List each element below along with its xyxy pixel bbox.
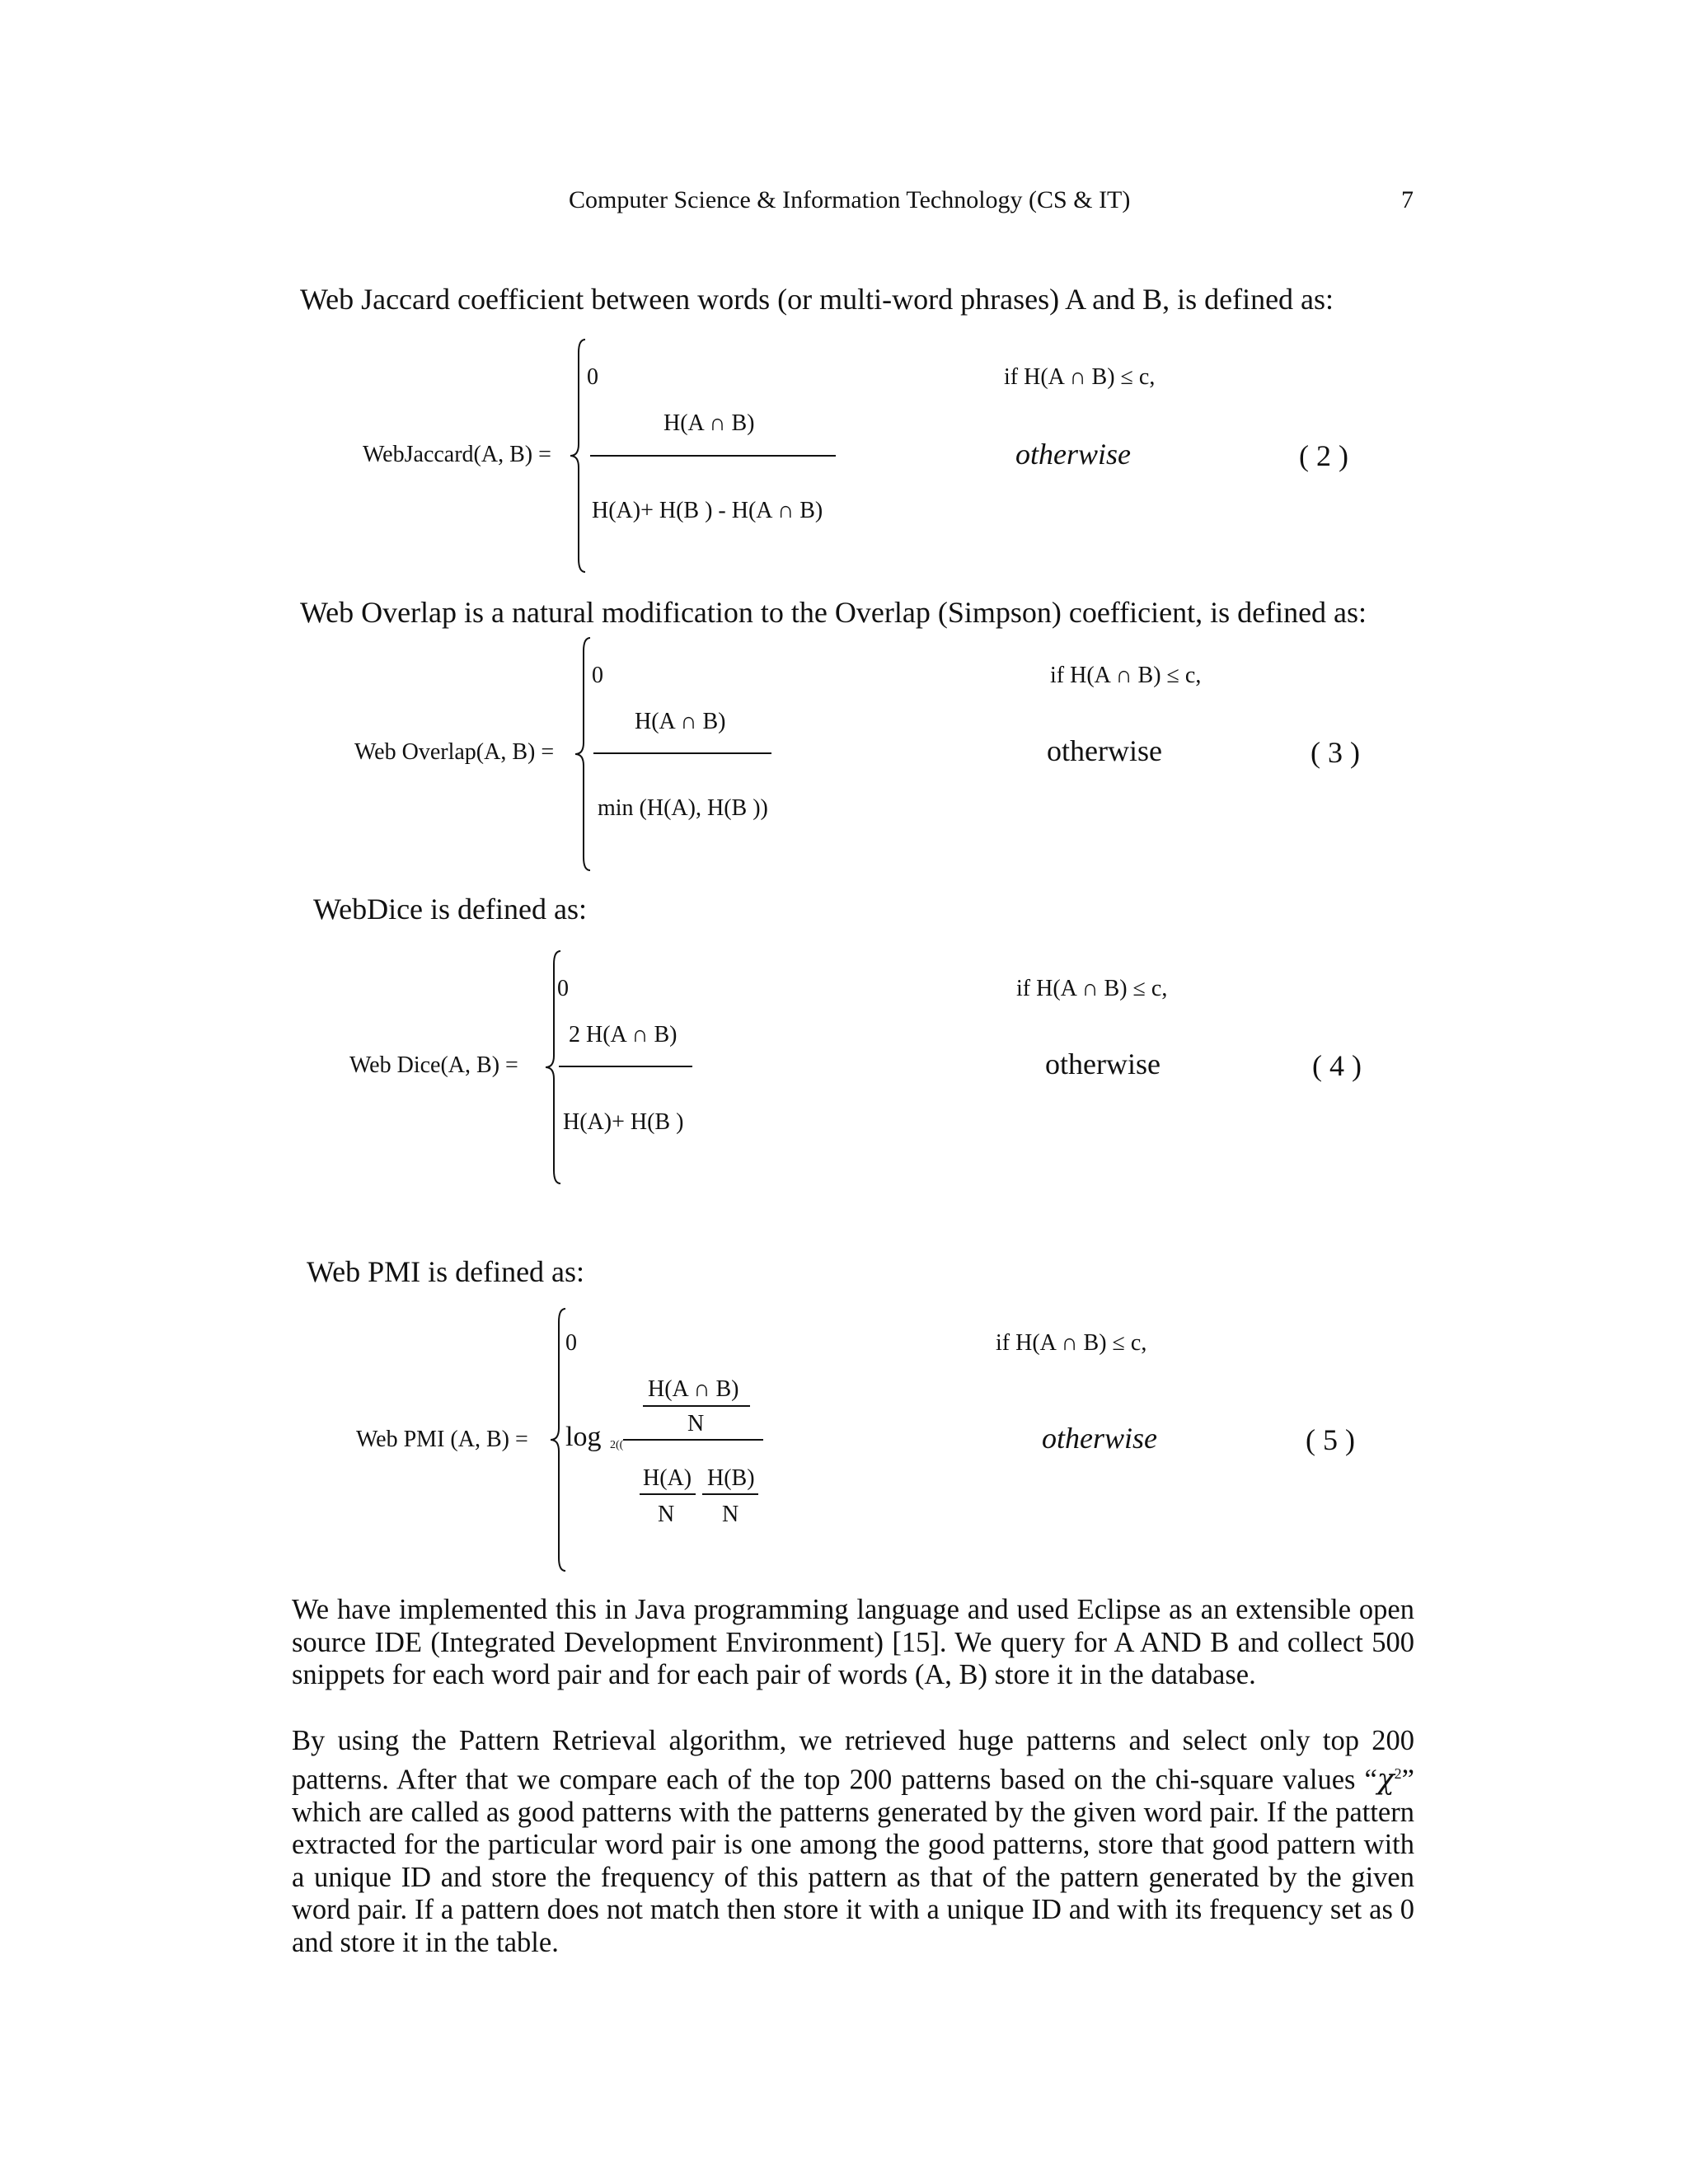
eq5-condition: if H(A ∩ B) ≤ c, bbox=[996, 1330, 1147, 1356]
eq3-number: ( 3 ) bbox=[1311, 736, 1360, 769]
eq2-lhs: WebJaccard(A, B) = bbox=[363, 442, 551, 467]
eq5-denominator-a-bar bbox=[640, 1493, 696, 1495]
chi-square-exponent: 2 bbox=[1394, 1765, 1402, 1782]
eq3-intro: Web Overlap is a natural modification to the Overlap (Simpson) coefficient, is defined as: bbox=[300, 596, 1367, 629]
eq4-case-zero: 0 bbox=[557, 976, 569, 1001]
eq5-intro: Web PMI is defined as: bbox=[307, 1255, 585, 1288]
eq4-fraction-bar bbox=[559, 1066, 692, 1067]
eq3-lhs: Web Overlap(A, B) = bbox=[354, 739, 555, 765]
eq5-log: log bbox=[565, 1422, 602, 1452]
eq5-numerator-bottom: N bbox=[687, 1411, 705, 1436]
eq2-numerator: H(A ∩ B) bbox=[663, 410, 755, 436]
eq3-fraction-bar bbox=[593, 752, 771, 754]
chi-square-symbol: χ bbox=[1376, 1763, 1395, 1796]
eq3-otherwise: otherwise bbox=[1047, 734, 1162, 767]
eq5-denominator-a-top: H(A) bbox=[643, 1465, 692, 1491]
eq5-denominator-a-bottom: N bbox=[658, 1502, 675, 1527]
eq2-fraction-bar bbox=[590, 455, 836, 457]
eq3-condition: if H(A ∩ B) ≤ c, bbox=[1050, 663, 1202, 688]
eq3-numerator: H(A ∩ B) bbox=[635, 709, 726, 734]
eq5-numerator-top: H(A ∩ B) bbox=[648, 1376, 739, 1402]
paragraph-pattern-retrieval-end: ” which are called as good patterns with the patterns generated by the given word pair. If the pattern extracted for the particular word pair is one among the good patterns, store that good pattern with a unique ID and store the frequency of this pattern as that of the pattern generated by the given word pair. If a pattern does not match then store it with a unique ID and with its frequency set as 0 and store it in the table. bbox=[292, 1764, 1414, 1958]
eq4-lhs: Web Dice(A, B) = bbox=[349, 1052, 518, 1078]
running-title: Computer Science & Information Technology (CS & IT) bbox=[569, 186, 1131, 213]
paragraph-implementation bbox=[292, 1594, 1414, 1692]
eq5-log-subscript: 2(( bbox=[610, 1439, 624, 1451]
paragraph-pattern-retrieval-text bbox=[292, 1725, 1414, 1959]
eq4-condition: if H(A ∩ B) ≤ c, bbox=[1016, 976, 1168, 1001]
eq2-denominator: H(A)+ H(B ) - H(A ∩ B) bbox=[592, 498, 823, 523]
eq3-case-zero: 0 bbox=[592, 663, 603, 688]
eq2-otherwise: otherwise bbox=[1015, 438, 1131, 471]
eq4-number: ( 4 ) bbox=[1312, 1049, 1362, 1082]
page-number: 7 bbox=[1401, 186, 1414, 213]
eq5-denominator-b-bar bbox=[702, 1493, 758, 1495]
eq2-case-zero: 0 bbox=[587, 364, 598, 390]
eq5-otherwise: otherwise bbox=[1042, 1422, 1157, 1455]
eq2-number: ( 2 ) bbox=[1299, 439, 1348, 472]
paragraph-pattern-retrieval bbox=[292, 1725, 1414, 1959]
eq2-condition: if H(A ∩ B) ≤ c, bbox=[1004, 364, 1156, 390]
eq5-case-zero: 0 bbox=[565, 1330, 577, 1356]
eq5-denominator-b-bottom: N bbox=[722, 1502, 739, 1527]
eq4-denominator: H(A)+ H(B ) bbox=[563, 1109, 684, 1135]
paragraph-pattern-retrieval-start: By using the Pattern Retrieval algorithm, we retrieved huge patterns and select only top 200 patterns. After that we compare each of the top 200 patterns based on the chi-square values “ bbox=[292, 1725, 1414, 1795]
eq4-numerator: 2 H(A ∩ B) bbox=[569, 1022, 678, 1047]
eq5-lhs: Web PMI (A, B) = bbox=[356, 1427, 528, 1452]
eq4-intro: WebDice is defined as: bbox=[313, 893, 587, 926]
eq5-number: ( 5 ) bbox=[1306, 1423, 1355, 1456]
eq5-numerator-bar bbox=[643, 1405, 750, 1407]
paragraph-implementation-text: We have implemented this in Java programming language and used Eclipse as an extensible open source IDE (Integrated Development Environment) [15]. We query for A AND B and collect 500 snippets for each word pair and for each pair of words (A, B) store it in the database. bbox=[292, 1594, 1414, 1690]
eq2-intro: Web Jaccard coefficient between words (or multi-word phrases) A and B, is defined as: bbox=[300, 283, 1334, 316]
eq5-main-fraction-bar bbox=[623, 1439, 763, 1441]
eq5-denominator-b-top: H(B) bbox=[707, 1465, 755, 1491]
eq4-otherwise: otherwise bbox=[1045, 1047, 1160, 1080]
eq3-denominator: min (H(A), H(B )) bbox=[598, 795, 768, 821]
